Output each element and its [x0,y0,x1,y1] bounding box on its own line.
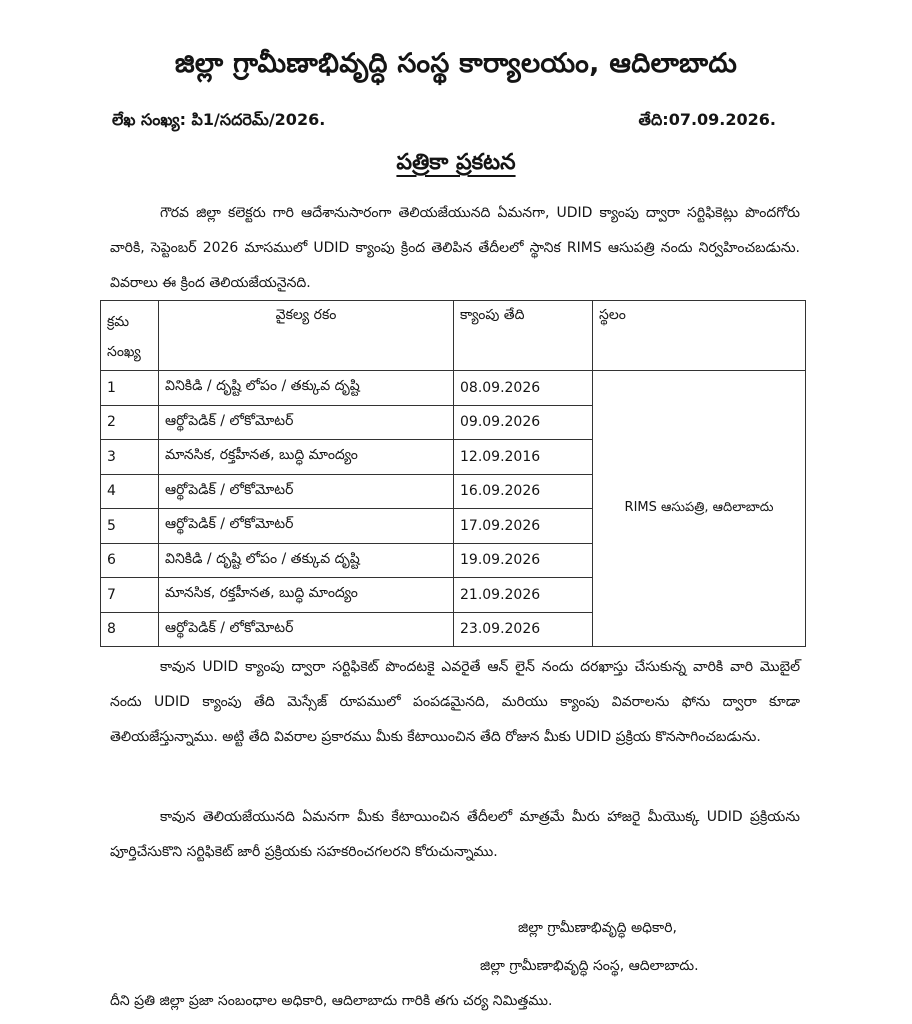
header-camp-date: క్యాంపు తేది [454,301,593,371]
row-serial: 1 [101,371,159,406]
press-release-heading: పత్రికా ప్రకటన [396,150,516,175]
row-camp-date: 17.09.2026 [454,509,593,544]
row-serial: 5 [101,509,159,544]
header-disability-type: వైకల్య రకం [159,301,454,371]
row-disability-type: ఆర్థోపెడిక్ / లోకోమోటర్ [159,405,454,440]
row-disability-type: మానసిక, రక్తహీనత, బుద్ధి మాంద్యం [159,440,454,475]
row-serial: 4 [101,474,159,509]
row-disability-type: మానసిక, రక్తహీనత, బుద్ధి మాంద్యం [159,578,454,613]
copy-to-note: దీని ప్రతి జిల్లా ప్రజా సంబంధాల అధికారి, ఆదిలాబాదు గారికి తగు చర్య నిమిత్తము. [110,993,553,1009]
row-camp-date: 12.09.2016 [454,440,593,475]
row-disability-type: ఆర్థోపెడిక్ / లోకోమోటర్ [159,474,454,509]
table-row [101,371,806,406]
letter-date: తేది:07.09.2026. [638,110,776,129]
reference-number: లేఖ సంఖ్య: పి1/సదరెమ్/2026. [112,110,326,129]
office-title: జిల్లా గ్రామీణాభివృద్ధి సంస్థ కార్యాలయం, ఆదిలాబాదు [174,48,738,79]
header-location: స్థలం [593,301,806,371]
signatory-title: జిల్లా గ్రామీణాభివృద్ధి అధికారి, [518,920,677,936]
row-camp-date: 21.09.2026 [454,578,593,613]
row-camp-date: 19.09.2026 [454,543,593,578]
row-serial: 8 [101,612,159,647]
paragraph-attendance-request: కావున తెలియజేయునది ఏమనగా మీకు కేటాయించిన తేదీలలో మాత్రమే మీరు హాజరై మీయొక్క UDID ప్రక్రియను పూర్తిచేసుకొని సర్టిఫికెట్ జారీ ప్రక్రియకు సహకరించగలరని కోరుచున్నాము. [110,809,800,860]
row-camp-date: 09.09.2026 [454,405,593,440]
camp-schedule-table [100,300,806,647]
reference-line [112,110,776,133]
header-serial-no: క్రమ సంఖ్య [101,301,159,371]
row-camp-date: 08.09.2026 [454,371,593,406]
row-serial: 3 [101,440,159,475]
intro-paragraph: గౌరవ జిల్లా కలెక్టరు గారి ఆదేశానుసారంగా తెలియజేయునది ఏమనగా, UDID క్యాంపు ద్వారా సర్టిఫికెట్లు పొందగోరు వారికి, సెప్టెంబర్ 2026 మాసములో UDID క్యాంపు క్రింద తెలిపిన తేదీలలో స్థానిక RIMS ఆసుపత్రి నందు నిర్వహించబడును. వివరాలు ఈ క్రింద తెలియజేయనైనది. [110,205,800,291]
row-serial: 7 [101,578,159,613]
row-camp-date: 16.09.2026 [454,474,593,509]
row-disability-type: ఆర్థోపెడిక్ / లోకోమోటర్ [159,612,454,647]
paragraph-sms-notification: కావున UDID క్యాంపు ద్వారా సర్టిఫికెట్ పొందటకై ఎవరైతే ఆన్ లైన్ నందు దరఖాస్తు చేసుకున్న వారికి వారి మొబైల్ నందు UDID క్యాంపు తేది మెస్సేజ్ రూపములో పంపడమైనది, మరియు క్యాంపు వివరాలను ఫోను ద్వారా కూడా తెలియజేస్తున్నాము. అట్టి తేది వివరాల ప్రకారము మీకు కేటాయించిన తేది రోజున మీకు UDID ప్రక్రియ కొనసాగించబడును. [110,659,800,745]
table-header-row [101,301,806,371]
row-serial: 6 [101,543,159,578]
camp-location: RIMS ఆసుపత్రి, ఆదిలాబాదు [593,371,806,647]
row-disability-type: వినికిడి / దృష్టి లోపం / తక్కువ దృష్టి [159,543,454,578]
row-camp-date: 23.09.2026 [454,612,593,647]
heading [0,150,912,180]
row-disability-type: ఆర్థోపెడిక్ / లోకోమోటర్ [159,509,454,544]
row-serial: 2 [101,405,159,440]
signatory-office: జిల్లా గ్రామీణాభివృద్ధి సంస్థ, ఆదిలాబాదు. [480,958,699,974]
row-disability-type: వినికిడి / దృష్టి లోపం / తక్కువ దృష్టి [159,371,454,406]
